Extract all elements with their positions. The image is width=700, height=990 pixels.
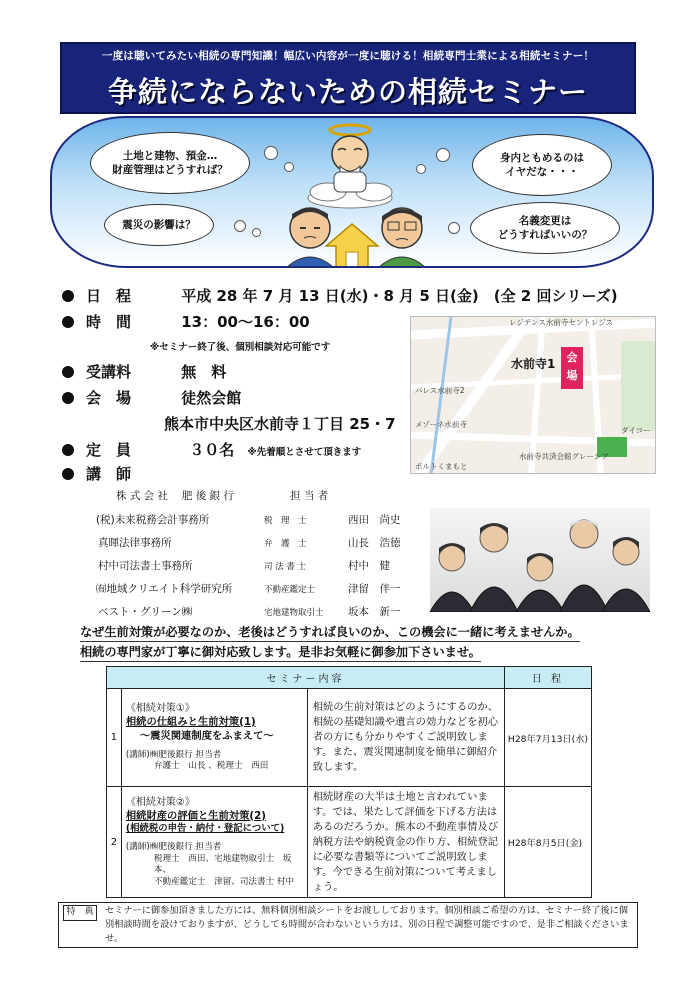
thought-puff bbox=[234, 220, 246, 232]
venue-row bbox=[62, 387, 241, 408]
speaker-org: 村中司法書士事務所 bbox=[98, 560, 193, 572]
fee-row bbox=[62, 361, 226, 382]
session-tag: 《相続対策②》 bbox=[125, 797, 195, 808]
speaker-title: 担 当 者 bbox=[290, 490, 329, 502]
bullet-icon bbox=[62, 290, 74, 302]
map-label: 水前寺共済会館グレーシア bbox=[519, 452, 609, 461]
session-instructor-detail: 弁護士 山長 、税理士 西田 bbox=[153, 761, 269, 772]
session-title: 相続財産の評価と生前対策(2) bbox=[125, 809, 267, 822]
speaker-title: 弁 護 士 bbox=[264, 539, 307, 549]
speaker-label: 講 師 bbox=[86, 465, 132, 483]
banner-subtitle: 一度は聴いてみたい相続の専門知識！幅広い内容が一度に聴ける！相続専門士業による相続セミナー！ bbox=[101, 50, 595, 62]
date-value: 平成 28 年 7 月 13 日(水)・8 月 5 日(金) (全 2 回シリーズ) bbox=[181, 287, 618, 305]
table-row bbox=[107, 689, 592, 787]
table-row bbox=[107, 787, 592, 898]
row-date: H28年7月13日(水) bbox=[504, 689, 591, 787]
row-number: 2 bbox=[107, 787, 122, 898]
thought-puff bbox=[416, 164, 426, 174]
map-town-label: 水前寺1 bbox=[511, 357, 556, 371]
venue-marker: 会 場 bbox=[566, 351, 578, 382]
session-subtitle: (相続税の申告・納付・登記について) bbox=[125, 823, 285, 835]
appeal-line-2: 相続の専門家が丁寧に御対応致します。是非お気軽に御参加下さいませ。 bbox=[80, 643, 481, 662]
benefit-box bbox=[58, 902, 638, 948]
speaker-org: 真暉法律事務所 bbox=[98, 537, 172, 549]
venue-label: 会 場 bbox=[86, 389, 132, 407]
thought-puff bbox=[436, 148, 450, 162]
fee-label: 受講料 bbox=[86, 363, 132, 381]
venue-map[interactable] bbox=[410, 316, 656, 474]
thought-bubble-land: 土地と建物、預金… 財産管理はどうすれば？ bbox=[90, 132, 250, 194]
thought-puff bbox=[448, 222, 460, 234]
page-title: 争続にならないための相続セミナー bbox=[107, 75, 588, 109]
speaker-org: 株 式 会 社 肥 後 銀 行 bbox=[116, 490, 234, 502]
bullet-icon bbox=[62, 392, 74, 404]
venue-address: 熊本市中央区水前寺１丁目 25・7 bbox=[164, 415, 396, 433]
time-row bbox=[62, 311, 310, 332]
map-label: ダイコー bbox=[621, 426, 651, 435]
row-description: 相続財産の大半は土地と言われています。では、果たして評価を下げる方法はあるのだろうか。熊本の不動産事情及び納税方法や納税資金の作り方、相続登記に必要な書類等についてご説明致します。今できる生前対策について考えましょう。 bbox=[307, 787, 504, 898]
speaker-title: 宅地建物取引士 bbox=[264, 608, 324, 618]
map-label: パレス水前寺2 bbox=[415, 386, 465, 395]
seminar-schedule-table bbox=[106, 666, 592, 898]
speakers-photo bbox=[430, 508, 650, 612]
capacity-value: ３０名 bbox=[189, 441, 235, 459]
row-date: H28年8月5日(金) bbox=[504, 787, 591, 898]
speaker-title: 司 法 書 士 bbox=[264, 562, 307, 572]
thought-bubble-quake: 震災の影響は？ bbox=[104, 204, 214, 246]
session-subtitle: 〜震災関連制度をふまえて〜 bbox=[139, 729, 274, 742]
house-arrow-illustration bbox=[324, 222, 380, 268]
time-value: 13：00〜16：00 bbox=[181, 313, 310, 331]
capacity-note: ※先着順とさせて頂きます bbox=[247, 447, 362, 458]
venue-name: 徒然会館 bbox=[181, 389, 242, 407]
time-label: 時 間 bbox=[86, 313, 132, 331]
speaker-name: 津留 伴一 bbox=[348, 583, 401, 595]
speaker-title: 不動産鑑定士 bbox=[264, 585, 316, 595]
session-instructor: (講師)㈱肥後銀行 担当者 bbox=[125, 842, 222, 853]
row-content bbox=[121, 787, 307, 898]
appeal-line-1: なぜ生前対策が必要なのか、老後はどうすれば良いのか、この機会に一緒に考えませんか。 bbox=[80, 623, 580, 642]
date-label: 日 程 bbox=[86, 287, 132, 305]
speaker-name: 坂本 新一 bbox=[348, 606, 401, 618]
header-date: 日 程 bbox=[504, 667, 591, 689]
benefit-text: セミナーに御参加頂きました方には、無料個別相談シートをお渡ししております。個別相談ご希望の方は、セミナー終了後に個別相談時間を設けておりますが、どうしても時間が合わないという方は、別の日程で調整可能ですので、是非ご相談くださいませ。 bbox=[105, 905, 629, 944]
bullet-icon bbox=[62, 444, 74, 456]
thought-bubble-family: 身内ともめるのは イヤだな・・・ bbox=[472, 134, 612, 196]
speakers-group-figure bbox=[430, 508, 650, 612]
ancestor-angel-illustration bbox=[290, 120, 410, 210]
session-instructor-detail: 税理士 西田、宅地建物取引士 坂本、 bbox=[153, 853, 292, 876]
bullet-icon bbox=[62, 468, 74, 480]
speaker-org: (税)未来税務会計事務所 bbox=[96, 514, 210, 526]
session-title: 相続の仕組みと生前対策(1) bbox=[125, 715, 256, 728]
illustration-panel bbox=[50, 116, 654, 268]
thought-puff bbox=[252, 228, 261, 237]
time-note: ※セミナー終了後、個別相談対応可能です bbox=[150, 342, 331, 353]
table-header-row bbox=[107, 667, 592, 689]
speaker-name: 村中 健 bbox=[348, 560, 390, 572]
title-banner bbox=[60, 42, 636, 114]
session-tag: 《相続対策①》 bbox=[125, 703, 195, 715]
map-label: ポルトくまもと bbox=[415, 462, 468, 471]
benefit-label: 特 典 bbox=[63, 905, 97, 921]
header-content: セミナー内容 bbox=[107, 667, 505, 689]
row-content bbox=[121, 689, 307, 787]
capacity-label: 定 員 bbox=[86, 441, 132, 459]
fee-value: 無 料 bbox=[181, 363, 227, 381]
row-description: 相続の生前対策はどのようにするのか、相続の基礎知識や遺言の効力などを初心者の方にも分かりやすくご説明致します。また、震災関連制度を簡単に御紹介致します。 bbox=[307, 689, 504, 787]
row-number: 1 bbox=[107, 689, 122, 787]
session-instructor-detail: 不動産鑑定士 津留、司法書士 村中 bbox=[153, 876, 295, 887]
speaker-title: 税 理 士 bbox=[264, 516, 307, 526]
map-label: レジデンス水前寺セントレジス bbox=[509, 318, 614, 327]
thought-puff bbox=[264, 146, 278, 160]
date-row bbox=[62, 285, 618, 306]
speaker-name: 山長 浩徳 bbox=[348, 537, 401, 549]
capacity-row bbox=[62, 439, 361, 460]
speaker-row bbox=[62, 463, 154, 484]
map-label: メゾーネ水前寺 bbox=[415, 420, 467, 429]
thought-bubble-rename: 名義変更は どうすればいいの？ bbox=[470, 202, 620, 254]
session-instructor: (講師)㈱肥後銀行 担当者 bbox=[125, 749, 222, 760]
speaker-org: ㈲地域クリエイト科学研究所 bbox=[96, 583, 233, 595]
speaker-name: 西田 尚史 bbox=[348, 514, 401, 526]
bullet-icon bbox=[62, 316, 74, 328]
speaker-org: ベスト・グリーン㈱ bbox=[98, 606, 193, 618]
bullet-icon bbox=[62, 366, 74, 378]
